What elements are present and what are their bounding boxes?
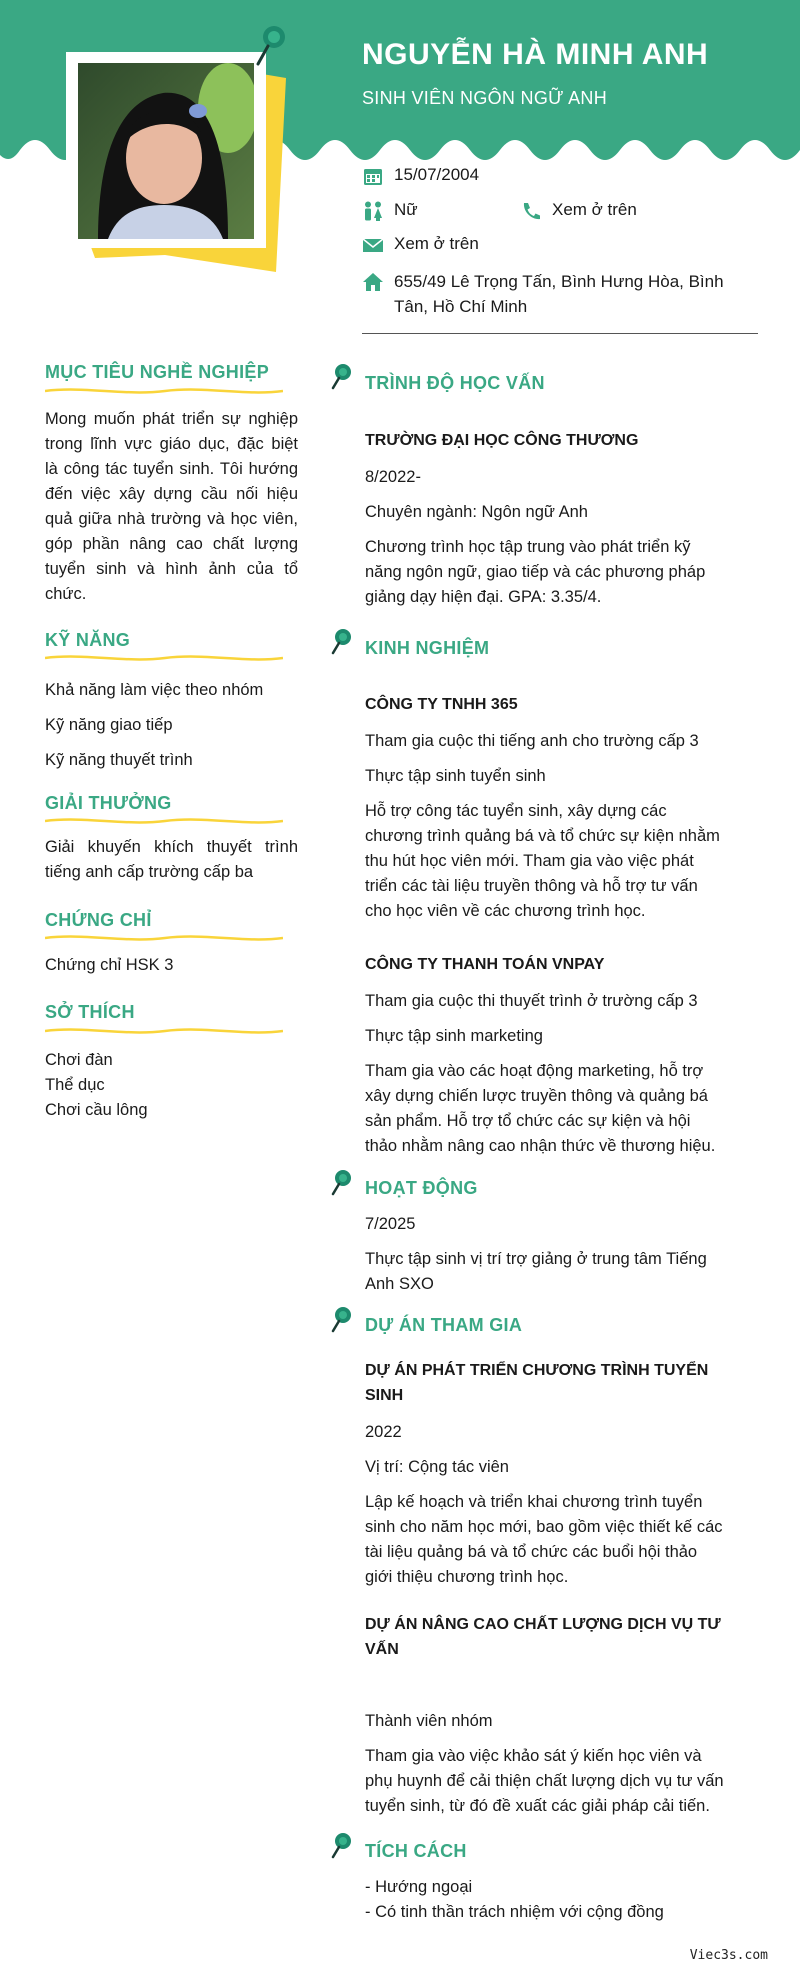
address-row <box>362 269 724 319</box>
experience-title: KINH NGHIỆM <box>365 638 490 658</box>
project-name-line: DỰ ÁN PHÁT TRIỂN CHƯƠNG TRÌNH TUYỂN <box>365 1362 709 1379</box>
certificate-item: Chứng chỉ HSK 3 <box>45 956 174 974</box>
project-position: Vị trí: Cộng tác viên <box>365 1458 509 1476</box>
objective-line: Mong muốn phát triển sự nghiệp <box>45 410 298 428</box>
objective-line: tuyển sinh và hình ảnh của tổ <box>45 560 298 578</box>
objective-line: góp phần nâng cao chất lượng <box>45 535 298 553</box>
project-desc <box>365 1744 745 1819</box>
award-line: tiếng anh cấp trường cấp ba <box>45 863 254 881</box>
job-desc-line: chương trình quảng bá và tổ chức sự kiện nhằm <box>365 827 720 845</box>
pin-icon <box>329 1168 357 1196</box>
objective-title: MỤC TIÊU NGHỀ NGHIỆP <box>45 362 270 382</box>
skill-item: Khả năng làm việc theo nhóm <box>45 681 264 699</box>
phone-value[interactable]: Xem ở trên <box>552 200 637 219</box>
hobby-item: Chơi đàn <box>45 1051 113 1069</box>
project-name-line: VẤN <box>365 1641 399 1658</box>
hobby-item: Chơi cầu lông <box>45 1101 148 1119</box>
candidate-role: SINH VIÊN NGÔN NGỮ ANH <box>362 88 608 108</box>
objective-line: quả giữa nhà trường và học viên, <box>45 510 298 528</box>
birthday-value: 15/07/2004 <box>394 165 480 184</box>
personality-title: TÍCH CÁCH <box>365 1841 467 1861</box>
education-major: Chuyên ngành: Ngôn ngữ Anh <box>365 503 588 521</box>
job-desc-line: xây dựng chiến lược truyền thông và quảng bá <box>365 1087 708 1105</box>
education-desc-line: năng ngôn ngữ, giao tiếp và các phương pháp <box>365 563 706 581</box>
activities-desc-line: Thực tập sinh vị trí trợ giảng ở trung tâm Tiếng <box>365 1250 707 1268</box>
objective-line: đến việc xây dựng cầu nối hiệu <box>45 485 298 503</box>
job-line: Thực tập sinh tuyển sinh <box>365 767 546 785</box>
job-desc <box>365 1059 745 1159</box>
candidate-name: NGUYỄN HÀ MINH ANH <box>362 38 709 71</box>
pin-icon <box>329 362 357 390</box>
project-desc-line: Tham gia vào việc khảo sát ý kiến học viên và <box>365 1747 702 1765</box>
home-icon <box>362 272 384 292</box>
awards-title: GIẢI THƯỞNG <box>45 793 172 813</box>
address-line-2: Tân, Hồ Chí Minh <box>394 297 528 316</box>
hobbies-list <box>45 1048 298 1123</box>
job-line: Tham gia cuộc thi thuyết trình ở trường cấp 3 <box>365 992 698 1010</box>
activities-title: HOẠT ĐỘNG <box>365 1178 478 1198</box>
project-desc-line: tài liệu quảng bá và tổ chức các buổi hội thảo <box>365 1543 698 1561</box>
job-line: Tham gia cuộc thi tiếng anh cho trường cấp 3 <box>365 732 699 750</box>
project-desc <box>365 1490 745 1590</box>
project-name <box>365 1612 745 1662</box>
watermark: Viec3s.com <box>689 1948 768 1963</box>
personality-item: - Có tinh thần trách nhiệm với cộng đồng <box>365 1903 664 1921</box>
job-desc-line: Hỗ trợ công tác tuyển sinh, xây dựng các <box>365 802 667 820</box>
phone-row <box>520 200 637 221</box>
project-desc-line: giới thiệu chương trình học. <box>365 1568 569 1586</box>
skills-underline <box>45 653 283 663</box>
pin-icon <box>252 24 288 70</box>
project-position: Thành viên nhóm <box>365 1712 493 1730</box>
job-desc-line: cho học viên về các chương trình học. <box>365 902 646 920</box>
job-desc-line: sản phẩm. Hỗ trợ tổ chức các sự kiện và hội <box>365 1112 691 1130</box>
personality-item: - Hướng ngoại <box>365 1878 473 1896</box>
skill-item: Kỹ năng giao tiếp <box>45 716 173 734</box>
phone-icon <box>520 201 542 221</box>
project-name-line: SINH <box>365 1387 404 1404</box>
hobbies-underline <box>45 1026 283 1036</box>
job-company: CÔNG TY THANH TOÁN VNPAY <box>365 956 605 973</box>
education-desc <box>365 535 745 610</box>
education-period: 8/2022- <box>365 468 421 486</box>
projects-title: DỰ ÁN THAM GIA <box>365 1315 523 1335</box>
objective-line: là công tác tuyển sinh. Tôi hướng <box>45 460 298 478</box>
certificates-title: CHỨNG CHỈ <box>45 910 152 930</box>
hobbies-title: SỞ THÍCH <box>45 1002 135 1022</box>
email-row <box>362 234 479 255</box>
job-desc-line: thảo nhằm nâng cao nhận thức về thương hiệu. <box>365 1137 716 1155</box>
project-name-line: DỰ ÁN NÂNG CAO CHẤT LƯỢNG DỊCH VỤ TƯ <box>365 1616 721 1633</box>
pin-icon <box>329 1305 357 1333</box>
project-desc-line: tuyển sinh, từ đó đề xuất các giải pháp cải tiến. <box>365 1797 710 1815</box>
pin-icon <box>329 1831 357 1859</box>
pin-icon <box>329 627 357 655</box>
education-title: TRÌNH ĐỘ HỌC VẤN <box>365 373 545 393</box>
education-school: TRƯỜNG ĐẠI HỌC CÔNG THƯƠNG <box>365 432 639 449</box>
email-value[interactable]: Xem ở trên <box>394 234 479 253</box>
address-line-1: 655/49 Lê Trọng Tấn, Bình Hưng Hòa, Bình <box>394 272 724 291</box>
certificates-underline <box>45 933 283 943</box>
objective-line: trong lĩnh vực giáo dục, đặc biệt <box>45 435 298 453</box>
gender-row <box>362 200 418 221</box>
hobby-item: Thể dục <box>45 1076 105 1094</box>
mail-icon <box>362 235 384 255</box>
profile-photo <box>78 63 254 239</box>
calendar-icon <box>362 166 384 186</box>
skills-title: KỸ NĂNG <box>45 630 131 650</box>
project-year: 2022 <box>365 1423 402 1441</box>
objective-text <box>45 407 298 607</box>
project-name <box>365 1358 745 1408</box>
objective-line: chức. <box>45 585 87 603</box>
awards-underline <box>45 816 283 826</box>
activities-desc-line: Anh SXO <box>365 1275 434 1293</box>
job-desc-line: triển các tài liệu truyền thông và hỗ trợ tư vấn <box>365 877 698 895</box>
project-desc-line: phụ huynh để cải thiện chất lượng dịch vụ tư vấn <box>365 1772 724 1790</box>
skill-item: Kỹ năng thuyết trình <box>45 751 193 769</box>
job-desc-line: Tham gia vào các hoạt động marketing, hỗ trợ <box>365 1062 704 1080</box>
contact-divider <box>362 333 758 334</box>
education-desc-line: giảng dạy hiện đại. GPA: 3.35/4. <box>365 588 602 606</box>
education-desc-line: Chương trình học tập trung vào phát triển kỹ <box>365 538 691 556</box>
gender-value: Nữ <box>394 200 418 219</box>
objective-underline <box>45 386 283 396</box>
job-line: Thực tập sinh marketing <box>365 1027 543 1045</box>
job-company: CÔNG TY TNHH 365 <box>365 696 518 713</box>
award-line: Giải khuyến khích thuyết trình <box>45 838 298 856</box>
job-desc <box>365 799 745 924</box>
job-desc-line: thu hút học viên mới. Tham gia vào việc phát <box>365 852 694 870</box>
personality-list <box>365 1875 745 1925</box>
gender-icon <box>362 201 384 221</box>
activities-period: 7/2025 <box>365 1215 416 1233</box>
project-desc-line: Lập kế hoạch và triển khai chương trình tuyển <box>365 1493 703 1511</box>
birthday-row <box>362 165 479 186</box>
awards-text <box>45 835 298 885</box>
activities-desc <box>365 1247 745 1297</box>
project-desc-line: sinh cho năm học mới, bao gồm việc thiết kế các <box>365 1518 723 1536</box>
